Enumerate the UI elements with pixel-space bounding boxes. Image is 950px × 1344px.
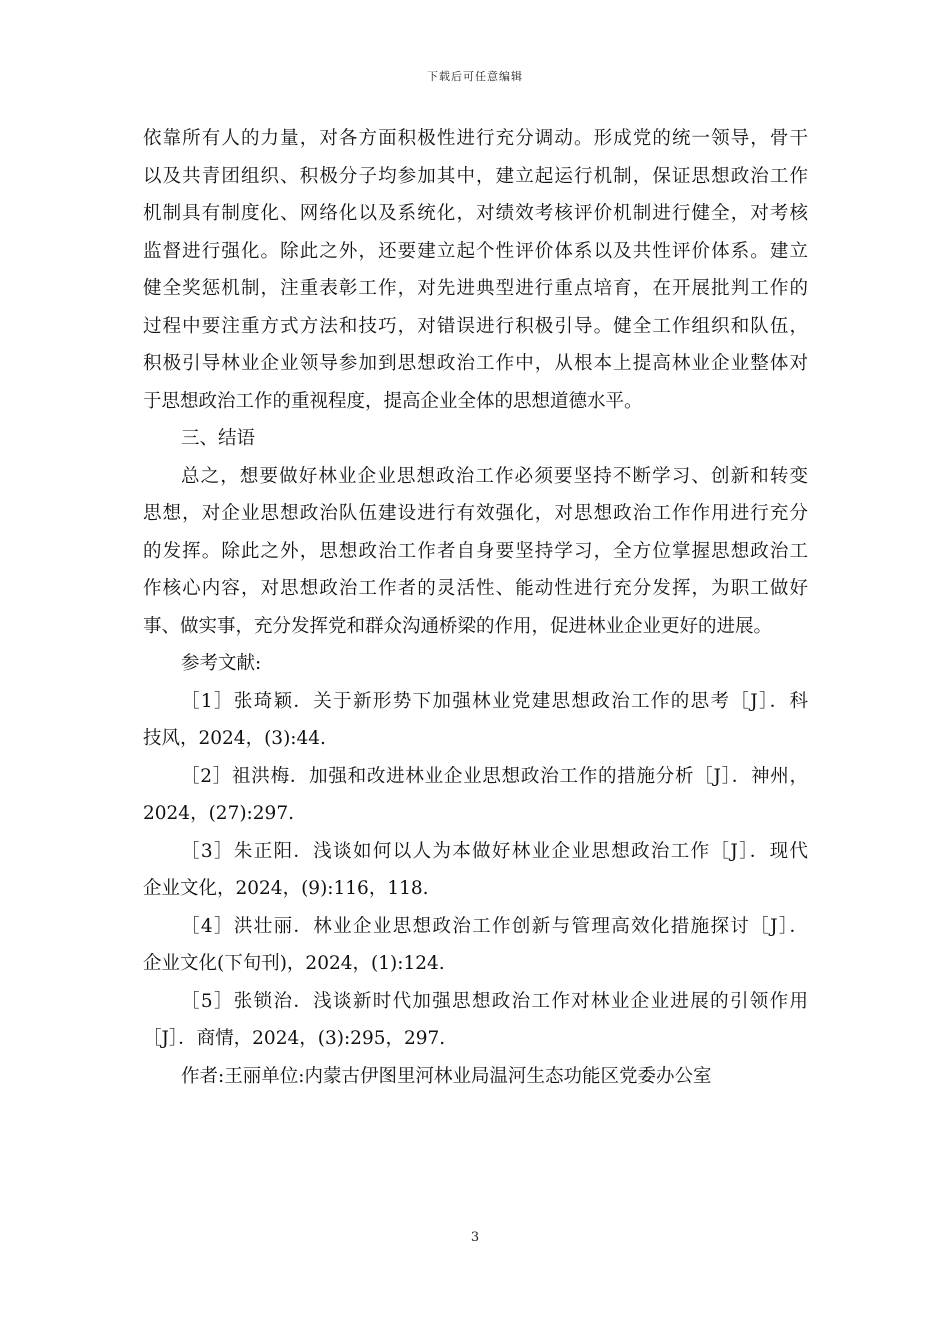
reference-line: ［4］洪壮丽．林业企业思想政治工作创新与管理高效化措施探讨［J］． [181, 915, 808, 937]
reference-line: 技风，2024，(3):44. [143, 728, 326, 749]
reference-line: 企业文化(下旬刊)，2024，(1):124. [143, 953, 445, 974]
paragraph-line: 健全奖惩机制，注重表彰工作，对先进典型进行重点培育，在开展批判工作的 [143, 278, 808, 299]
paragraph-line: 积极引导林业企业领导参加到思想政治工作中，从根本上提高林业企业整体对 [143, 353, 808, 374]
paragraph-line: 于思想政治工作的重视程度，提高企业全体的思想道德水平。 [143, 390, 643, 412]
paragraph-line: 过程中要注重方式方法和技巧，对错误进行积极引导。健全工作组织和队伍， [143, 315, 808, 337]
section-heading: 三、结语 [181, 428, 256, 449]
paragraph-line: 依靠所有人的力量，对各方面积极性进行充分调动。形成党的统一领导，骨干 [143, 128, 808, 149]
paragraph-line: 机制具有制度化、网络化以及系统化，对绩效考核评价机制进行健全，对考核 [143, 203, 808, 224]
reference-line: ［J］．商情，2024，(3):295，297. [143, 1028, 446, 1049]
paragraph-line: 监督进行强化。除此之外，还要建立起个性评价体系以及共性评价体系。建立 [143, 240, 808, 262]
paragraph-line: 总之，想要做好林业企业思想政治工作必须要坚持不断学习、创新和转变 [181, 465, 808, 487]
paragraph-line: 的发挥。除此之外，思想政治工作者自身要坚持学习，全方位掌握思想政治工 [143, 540, 808, 562]
reference-line: ［5］张锁治．浅谈新时代加强思想政治工作对林业企业进展的引领作用 [181, 990, 808, 1012]
author-line: 作者:王丽单位:内蒙古伊图里河林业局温河生态功能区党委办公室 [181, 1065, 712, 1087]
document-body [143, 120, 808, 1095]
reference-line: ［1］张琦颖．关于新形势下加强林业党建思想政治工作的思考［J］．科 [181, 690, 808, 712]
references-heading: 参考文献: [181, 653, 262, 674]
reference-line: 企业文化，2024，(9):116，118. [143, 878, 429, 899]
reference-line: 2024，(27):297. [143, 803, 294, 824]
paragraph-line: 作核心内容，对思想政治工作者的灵活性、能动性进行充分发挥，为职工做好 [143, 578, 808, 599]
page-number: 3 [470, 1230, 480, 1245]
paragraph-line: 事、做实事，充分发挥党和群众沟通桥梁的作用，促进林业企业更好的进展。 [143, 615, 773, 637]
paragraph-line: 思想，对企业思想政治队伍建设进行有效强化，对思想政治工作作用进行充分 [143, 503, 808, 524]
paragraph-line: 以及共青团组织、积极分子均参加其中，建立起运行机制，保证思想政治工作 [143, 165, 808, 187]
header-note: 下载后可任意编辑 [427, 70, 523, 83]
reference-line: ［3］朱正阳．浅谈如何以人为本做好林业企业思想政治工作［J］．现代 [181, 840, 808, 862]
reference-line: ［2］祖洪梅．加强和改进林业企业思想政治工作的措施分析［J］．神州， [181, 765, 808, 787]
